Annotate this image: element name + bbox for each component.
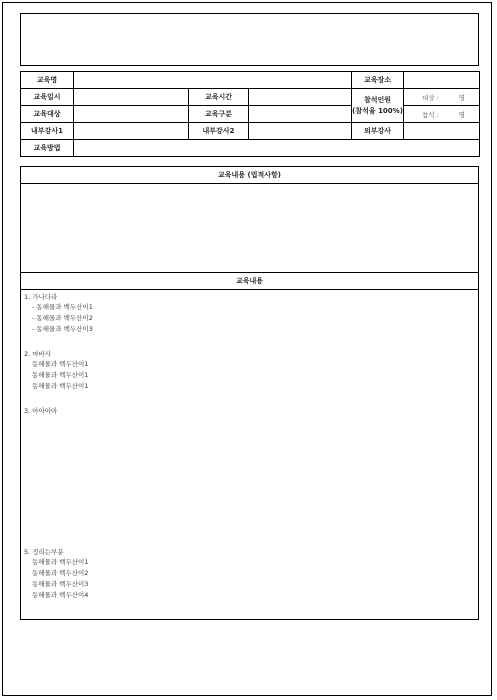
content-header: 교육내용 [21,273,478,290]
legal-content-area[interactable] [21,184,478,273]
table-row [21,140,480,157]
group-title: 2. 마바사 [24,350,52,358]
edu-place-field[interactable] [404,72,480,89]
inner-instructor1-field[interactable] [74,123,189,140]
education-info-table [20,71,480,157]
edu-type-label: 교육구분 [189,106,249,123]
outer-instructor-label: 외부강사 [352,123,404,140]
edu-method-label: 교육방법 [21,140,74,157]
inner-instructor2-label: 내부강사2 [189,123,249,140]
edu-type-field[interactable] [249,106,352,123]
attend-count-unit: 명 [458,110,466,119]
group-title: 1. 가나다라 [24,293,58,301]
target-count-unit: 명 [458,93,466,102]
title-box[interactable] [20,13,479,66]
list-item: 동해물과 백두산이1 [32,371,89,379]
edu-method-field[interactable] [74,140,480,157]
attendees-note: (참석율 100%) [352,106,403,115]
edu-date-label: 교육일시 [21,89,74,106]
list-item: 동해물과 백두산이2 [32,569,89,577]
edu-name-label: 교육명 [21,72,74,89]
outer-instructor-field[interactable] [404,123,480,140]
group-title: 3. 아아아아 [24,407,58,415]
attend-count-field[interactable] [404,106,480,123]
table-row [21,123,480,140]
inner-instructor1-label: 내부강사1 [21,123,74,140]
list-item: 동해물과 백두산이3 [32,580,89,588]
table-row [21,89,480,106]
list-item: - 동해물과 백두산이2 [32,314,93,322]
list-item: - 동해물과 백두산이3 [32,325,93,333]
document-page [2,2,492,696]
inner-instructor2-field[interactable] [249,123,352,140]
attendees-title: 참석인원 [363,95,392,104]
edu-name-field[interactable] [74,72,352,89]
table-row [21,106,480,123]
group-title: 5. 정리는부분 [24,548,64,556]
edu-place-label: 교육장소 [352,72,404,89]
edu-time-field[interactable] [249,89,352,106]
list-item: 동해물과 백두산이1 [32,382,89,390]
list-item: 동해물과 백두산이1 [32,558,89,566]
content-body[interactable] [21,290,478,603]
edu-time-label: 교육시간 [189,89,249,106]
target-count-label: 대상 : [422,93,439,102]
table-row [21,72,480,89]
target-count-field[interactable] [404,89,480,106]
edu-date-field[interactable] [74,89,189,106]
attend-count-label: 참석 : [422,110,439,119]
list-item: - 동해물과 백두산이1 [32,303,93,311]
edu-target-field[interactable] [74,106,189,123]
edu-target-label: 교육대상 [21,106,74,123]
list-item: 동해물과 백두산이1 [32,360,89,368]
education-content-section [20,166,479,620]
attendees-label [352,89,404,123]
list-item: 동해물과 백두산이4 [32,591,89,599]
legal-content-header: 교육내용 (법적사항) [21,167,478,184]
